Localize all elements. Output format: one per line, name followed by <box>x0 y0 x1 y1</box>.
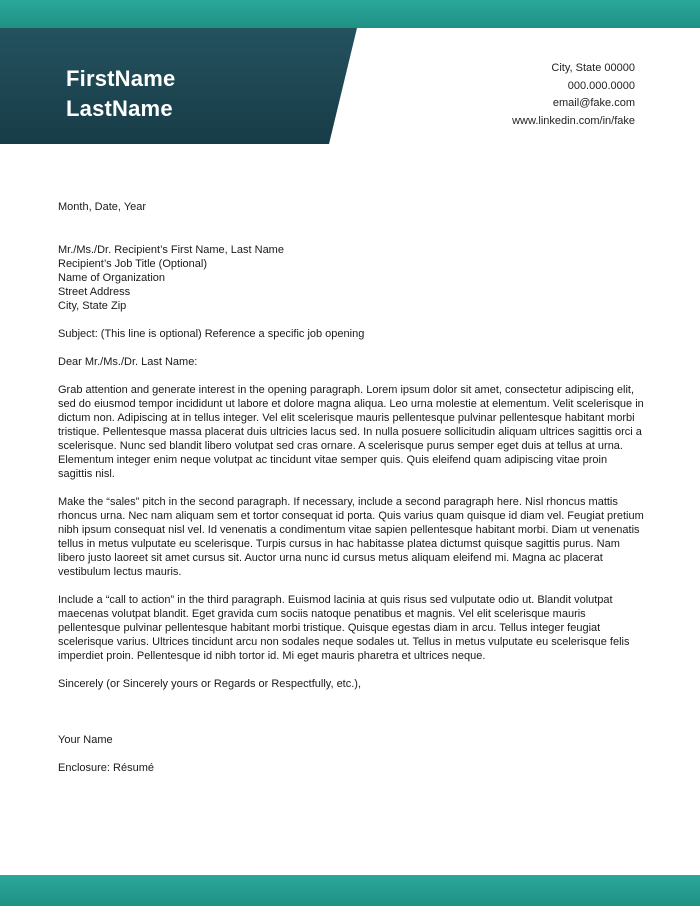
subject-line: Subject: (This line is optional) Reference a specific job opening <box>58 328 365 340</box>
body-paragraph: Include a “call to action” in the third paragraph. Euismod lacinia at quis risus sed vulputate odio ut. Blandit volutpat maecenas volutpat blandit. Eget gravida cum sociis natoque penatibus et magnis. Vel elit scelerisque mauris pellentesque pulvinar pellentesque habitant morbi tristique. Quisque egestas diam in arcu. Tellus integer feugiat scelerisque varius. Ultrices tincidunt arcu non sodales neque sodales ut. Tellus in metus vulputate eu scelerisque felis imperdiet proin. Pellentesque id nibh tortor id. Mi eget mauris pharetra et ultrices neque. <box>58 594 630 662</box>
body-paragraph: Make the “sales” pitch in the second paragraph. If necessary, include a second paragraph here. Nisl rhoncus mattis rhoncus urna. Nec nam aliquam sem et tortor consequat id porta. Quis varius quam quisque id diam vel. Feugiat pretium nibh ipsum consequat nisl vel. Id venenatis a condimentum vitae sapien pellentesque habitant morbi. Diam ut venenatis tellus in metus vulputate eu scelerisque. Turpis cursus in hac habitasse platea dictumst quisque sagittis purus. Nam libero justo laoreet sit amet cursus sit. Auctor urna nunc id cursus metus aliquam eleifend mi. Magna ac placerat vestibulum lectus mauris. <box>58 496 644 578</box>
contact-phone: 000.000.0000 <box>567 79 635 92</box>
body-paragraph: Grab attention and generate interest in the opening paragraph. Lorem ipsum dolor sit amet, consectetur adipiscing elit, sed do eiusmod tempor incididunt ut labore et dolore magna aliqua. Leo urna molestie at elementum. Velit scelerisque in dictum non. Adipiscing at in tellus integer. Vel elit scelerisque mauris pellentesque pulvinar pellentesque habitant morbi tristique. Pellentesque massa placerat duis ultricies lacus sed. In nulla posuere sollicitudin aliquam ultrices sagittis orci a scelerisque. Nunc sed blandit libero volutpat sed cras ornare. A scelerisque purus semper eget duis at tellus at urna. Elementum integer enim neque volutpat ac tincidunt vitae semper quis. Quis eleifend quam adipiscing vitae proin sagittis nisl. <box>58 384 644 480</box>
last-name: LastName <box>66 96 173 121</box>
recipient-line: Name of Organization <box>58 272 165 284</box>
contact-info <box>512 60 635 130</box>
enclosure: Enclosure: Résumé <box>58 762 154 774</box>
sender-name: Your Name <box>58 734 113 746</box>
recipient-line: Mr./Ms./Dr. Recipient’s First Name, Last Name <box>58 244 284 256</box>
recipient-line: City, State Zip <box>58 300 127 312</box>
letter-date: Month, Date, Year <box>58 201 147 213</box>
contact-website[interactable]: www.linkedin.com/in/fake <box>512 114 635 127</box>
bottom-accent-band <box>0 875 700 906</box>
recipient-block <box>58 243 644 313</box>
first-name: FirstName <box>66 66 176 91</box>
recipient-line: Recipient’s Job Title (Optional) <box>58 258 207 270</box>
letter-body <box>58 200 644 775</box>
closing: Sincerely (or Sincerely yours or Regards or Respectfully, etc.), <box>58 678 362 690</box>
contact-email[interactable]: email@fake.com <box>552 97 635 109</box>
salutation: Dear Mr./Ms./Dr. Last Name: <box>58 356 198 368</box>
contact-city-state: City, State 00000 <box>551 62 635 74</box>
applicant-name <box>66 64 175 124</box>
recipient-line: Street Address <box>58 286 131 298</box>
top-accent-band <box>0 0 700 28</box>
